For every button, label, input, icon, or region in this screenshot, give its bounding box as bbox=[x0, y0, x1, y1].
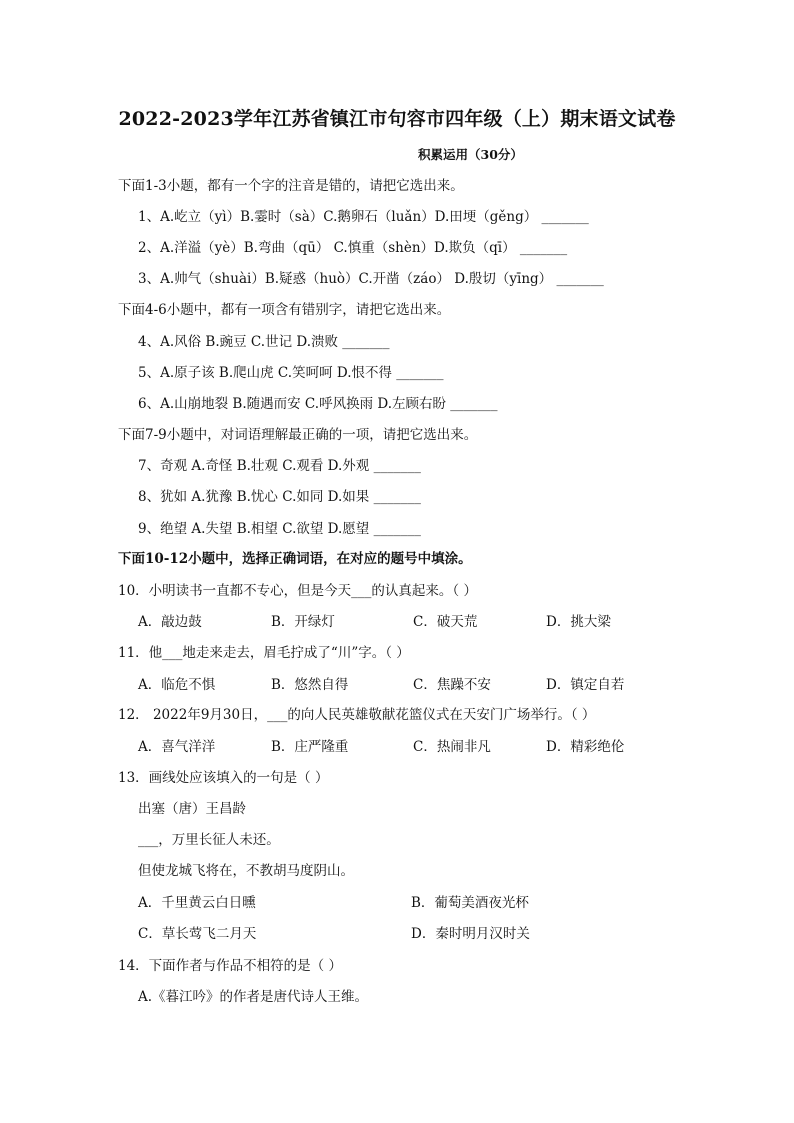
q12-option-c: C．热闹非凡 bbox=[413, 739, 491, 755]
q13-option-b: B．葡萄美酒夜光杯 bbox=[411, 895, 529, 911]
q13-option-a: A．千里黄云白日曛 bbox=[138, 895, 256, 911]
question-5: 5、A.原子该 B.爬山虎 C.笑呵呵 D.恨不得 _______ bbox=[138, 365, 444, 381]
q14-option-a: A.《暮江吟》的作者是唐代诗人王维。 bbox=[138, 989, 369, 1005]
question-12: 12． 2022年9月30日，___的向人民英雄敬献花篮仪式在天安门广场举行。（ ） bbox=[118, 707, 596, 723]
q11-option-b: B．悠然自得 bbox=[271, 677, 349, 693]
question-7: 7、奇观 A.奇怪 B.壮观 C.观看 D.外观 _______ bbox=[138, 458, 421, 474]
q12-option-a: A．喜气洋洋 bbox=[138, 739, 216, 755]
q10-option-b: B．开绿灯 bbox=[271, 614, 335, 630]
q11-option-c: C．焦躁不安 bbox=[413, 677, 491, 693]
question-11: 11．他___地走来走去，眉毛拧成了“川”字。（ ） bbox=[118, 645, 410, 661]
question-3: 3、A.帅气（shuài）B.疑惑（huò）C.开凿（záo） D.殷切（yīng） _______ bbox=[138, 271, 604, 287]
q10-option-d: D．挑大梁 bbox=[546, 614, 611, 630]
q12-option-b: B．庄严隆重 bbox=[271, 739, 349, 755]
question-2: 2、A.洋溢（yè）B.弯曲（qū） C.慎重（shèn）D.欺负（qī） _______ bbox=[138, 240, 568, 256]
question-14: 14．下面作者与作品不相符的是（ ） bbox=[118, 958, 342, 974]
question-9: 9、绝望 A.失望 B.相望 C.欲望 D.愿望 _______ bbox=[138, 521, 421, 537]
question-13: 13．画线处应该填入的一句是（ ） bbox=[118, 770, 329, 786]
poem-line-2: 但使龙城飞将在，不教胡马度阴山。 bbox=[138, 863, 354, 879]
q13-option-c: C．草长莺飞二月天 bbox=[138, 926, 257, 942]
poem-title: 出塞（唐）王昌龄 bbox=[138, 801, 246, 817]
question-1: 1、A.屹立（yì）B.霎时（sà）C.鹅卵石（luǎn）D.田埂（gěng） _______ bbox=[138, 209, 589, 225]
q10-option-a: A．敲边鼓 bbox=[138, 614, 202, 630]
q11-option-d: D．镇定自若 bbox=[546, 677, 625, 693]
question-8: 8、犹如 A.犹豫 B.忧心 C.如同 D.如果 _______ bbox=[138, 489, 421, 505]
instruction-7-9: 下面7-9小题中，对词语理解最正确的一项，请把它选出来。 bbox=[118, 427, 478, 443]
q10-option-c: C．破天荒 bbox=[413, 614, 478, 630]
question-4: 4、A.风俗 B.豌豆 C.世记 D.溃败 _______ bbox=[138, 334, 390, 350]
instruction-10-12: 下面10-12小题中，选择正确词语，在对应的题号中填涂。 bbox=[118, 551, 472, 567]
q12-option-d: D．精彩绝伦 bbox=[546, 739, 625, 755]
q13-option-d: D．秦时明月汉时关 bbox=[411, 926, 530, 942]
instruction-4-6: 下面4-6小题中，都有一项含有错别字，请把它选出来。 bbox=[118, 302, 451, 318]
question-6: 6、A.山崩地裂 B.随遇而安 C.呼风换雨 D.左顾右盼 _______ bbox=[138, 396, 498, 412]
question-10: 10．小明读书一直都不专心，但是今天___的认真起来。（ ） bbox=[118, 583, 477, 599]
poem-line-1: ___，万里长征人未还。 bbox=[138, 832, 280, 848]
instruction-1-3: 下面1-3小题，都有一个字的注音是错的，请把它选出来。 bbox=[118, 178, 464, 194]
section-heading: 积累运用（30分） bbox=[418, 147, 523, 162]
page-title: 2022-2023学年江苏省镇江市句容市四年级（上）期末语文试卷 bbox=[118, 108, 676, 130]
q11-option-a: A．临危不惧 bbox=[138, 677, 216, 693]
